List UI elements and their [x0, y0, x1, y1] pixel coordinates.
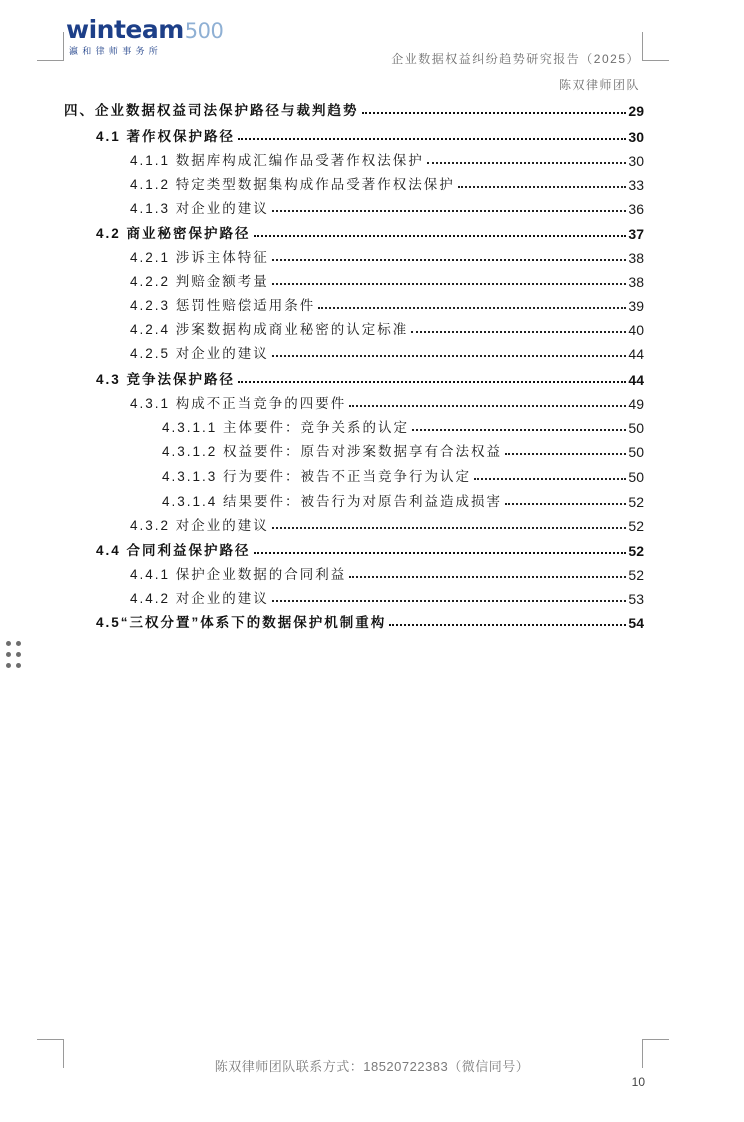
crop-mark-top-left — [37, 32, 64, 61]
toc-entry-page: 54 — [628, 615, 644, 631]
toc-entry-title: 4.3.2 对企业的建议 — [130, 518, 269, 533]
toc-leader — [505, 453, 626, 455]
toc-entry-title: 4.3.1 构成不正当竞争的四要件 — [130, 396, 347, 411]
toc-entry-page: 52 — [628, 567, 644, 583]
toc-entry[interactable] — [130, 587, 644, 607]
toc-entry[interactable] — [130, 270, 644, 290]
toc-entry-page: 30 — [628, 153, 644, 169]
toc-entry-page: 33 — [628, 177, 644, 193]
toc-leader — [411, 331, 626, 333]
toc-entry[interactable] — [130, 149, 644, 169]
toc-entry-title: 4.2.4 涉案数据构成商业秘密的认定标准 — [130, 322, 409, 337]
toc-entry[interactable] — [96, 539, 644, 559]
toc-entry-page: 30 — [628, 129, 644, 145]
toc-leader — [318, 307, 626, 309]
toc-entry-page: 44 — [628, 346, 644, 362]
toc-entry-title: 4.2.3 惩罚性赔偿适用条件 — [130, 298, 316, 313]
toc-entry[interactable] — [130, 392, 644, 412]
footer-contact: 陈双律师团队联系方式：18520722383（微信同号） — [214, 1059, 530, 1074]
toc-entry[interactable] — [130, 294, 644, 314]
toc-entry-title: 4.2.2 判赔金额考量 — [130, 274, 269, 289]
toc-entry[interactable] — [130, 197, 644, 217]
toc-entry-title: 4.3.1.2 权益要件：原告对涉案数据享有合法权益 — [162, 444, 503, 459]
toc-entry-title: 4.1.2 特定类型数据集构成作品受著作权法保护 — [130, 177, 455, 192]
toc-leader — [349, 576, 626, 578]
toc-leader — [458, 186, 627, 188]
toc-entry[interactable] — [162, 465, 644, 485]
toc-entry[interactable] — [96, 222, 644, 242]
toc-entry-page: 50 — [628, 444, 644, 460]
toc-entry[interactable] — [130, 342, 644, 362]
toc-entry-title: 4.4 合同利益保护路径 — [96, 543, 251, 558]
toc-leader — [272, 259, 627, 261]
toc-entry-title: 四、企业数据权益司法保护路径与裁判趋势 — [64, 103, 359, 118]
toc-entry[interactable] — [130, 514, 644, 534]
toc-entry-page: 49 — [628, 396, 644, 412]
toc-leader — [272, 527, 627, 529]
toc-leader — [272, 355, 627, 357]
logo-firm-name: 瀛和律师事务所 — [69, 47, 163, 57]
toc-entry-title: 4.1.3 对企业的建议 — [130, 201, 269, 216]
toc-entry-title: 4.2.5 对企业的建议 — [130, 346, 269, 361]
toc-leader — [254, 235, 627, 237]
toc-entry[interactable] — [130, 246, 644, 266]
toc-entry-page: 36 — [628, 201, 644, 217]
toc-entry[interactable] — [162, 416, 644, 436]
toc-leader — [505, 503, 626, 505]
logo-wordmark: winteam500 — [66, 15, 224, 44]
toc-leader — [474, 478, 626, 480]
toc-entry-page: 44 — [628, 372, 644, 388]
toc-leader — [238, 381, 626, 383]
toc-entry-page: 38 — [628, 250, 644, 266]
toc-entry-page: 50 — [628, 420, 644, 436]
toc-entry-page: 29 — [628, 103, 644, 119]
toc-entry[interactable] — [96, 125, 644, 145]
toc-entry-page: 39 — [628, 298, 644, 314]
toc-entry[interactable] — [96, 368, 644, 388]
drag-handle-icon[interactable] — [6, 641, 24, 671]
page-number: 10 — [631, 1075, 645, 1089]
toc-entry[interactable] — [162, 490, 644, 510]
toc-entry-page: 37 — [628, 226, 644, 242]
toc-entry[interactable] — [64, 99, 644, 119]
toc-leader — [272, 210, 627, 212]
toc-entry-title: 4.4.2 对企业的建议 — [130, 591, 269, 606]
toc-entry-title: 4.4.1 保护企业数据的合同利益 — [130, 567, 347, 582]
team-name: 陈双律师团队 — [558, 78, 640, 92]
toc-leader — [238, 138, 626, 140]
toc-leader — [412, 429, 626, 431]
toc-entry-title: 4.3.1.1 主体要件：竞争关系的认定 — [162, 420, 410, 435]
toc-entry-page: 52 — [628, 494, 644, 510]
toc-entry[interactable] — [96, 611, 644, 631]
toc-entry-title: 4.1.1 数据库构成汇编作品受著作权法保护 — [130, 153, 424, 168]
toc-entry-page: 50 — [628, 469, 644, 485]
toc-entry-title: 4.3.1.3 行为要件：被告不正当竞争行为认定 — [162, 469, 472, 484]
toc-leader — [362, 112, 627, 114]
toc-entry-title: 4.2 商业秘密保护路径 — [96, 226, 251, 241]
toc-leader — [349, 405, 626, 407]
toc-entry-title: 4.2.1 涉诉主体特征 — [130, 250, 269, 265]
winteam-logo — [66, 17, 223, 57]
toc-entry[interactable] — [162, 440, 644, 460]
toc-entry[interactable] — [130, 563, 644, 583]
toc-entry-title: 4.1 著作权保护路径 — [96, 129, 236, 144]
toc-leader — [272, 283, 627, 285]
toc-entry-page: 40 — [628, 322, 644, 338]
toc-entry-title: 4.3.1.4 结果要件：被告行为对原告利益造成损害 — [162, 494, 503, 509]
toc-leader — [254, 552, 627, 554]
toc-entry-page: 52 — [628, 518, 644, 534]
toc-entry-page: 52 — [628, 543, 644, 559]
logo-number: 500 — [184, 19, 224, 43]
toc-entry-title: 4.5“三权分置”体系下的数据保护机制重构 — [96, 615, 387, 630]
toc-entry[interactable] — [130, 318, 644, 338]
toc-entry-page: 53 — [628, 591, 644, 607]
toc-entry-page: 38 — [628, 274, 644, 290]
report-title: 企业数据权益纠纷趋势研究报告（2025） — [391, 52, 640, 66]
crop-mark-top-right — [642, 32, 669, 61]
toc-leader — [389, 624, 626, 626]
toc-entry[interactable] — [130, 173, 644, 193]
toc-leader — [272, 600, 627, 602]
toc-leader — [427, 162, 627, 164]
toc-entry-title: 4.3 竞争法保护路径 — [96, 372, 236, 387]
